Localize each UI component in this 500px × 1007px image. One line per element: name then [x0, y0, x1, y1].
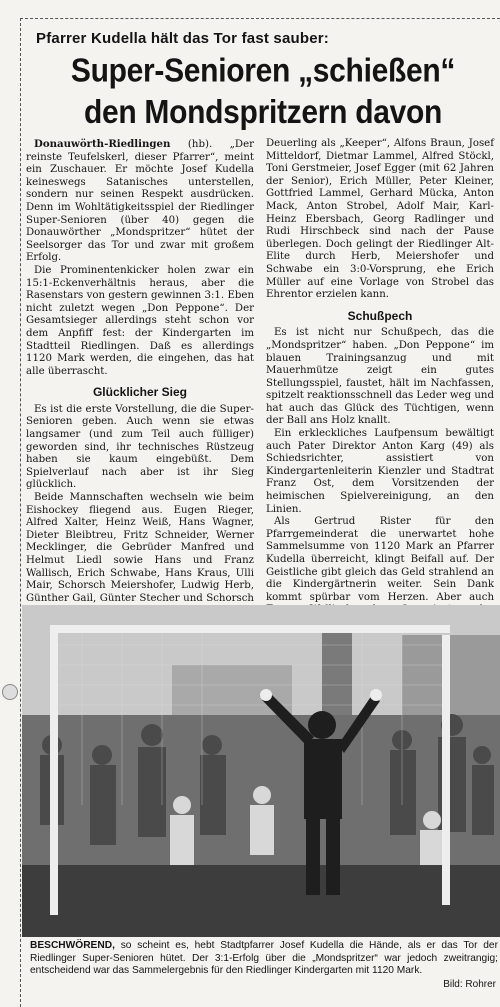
caption-lead: BESCHWÖREND, — [30, 940, 115, 951]
goalkeeper-photo-illustration — [22, 605, 500, 937]
newspaper-article — [26, 24, 500, 604]
paragraph: Deuerling als „Keeper“, Alfons Braun, Josef Mitteldorf, Dietmar Lammel, Alfred Stöckl, Toni Gerstmeier, Josef Egger (mit 62 Jahren der Senior), Erich Müller, Peter Kleiner, Gottfried Lammel, Gerhard Mücka, Anton Mack, Anton Strobel, Adolf Mair, Karl-Heinz Ebersbach, Georg Radlinger und Rudi Hirschbeck sind nach der Pause überlegen. Doch gelingt der Riedlinger Alt-Elite durch Herb, Meiershofer und Schwabe ein 3:0-Vorsprung, ehe Erich Müller auf eine Vorlage von Strobel das Ehrentor erzielen kann. — [266, 138, 494, 301]
paragraph: Donauwörth-Riedlingen (hb). „Der reinste Teufelskerl, dieser Pfarrer“, meint ein Zuschauer. Er möchte Josef Kudella keineswegs Satanisches unterstellen, sondern nur seinen Respekt ausdrücken. Denn im Wohltätigkeitsspiel der Riedlinger Super-Senioren (über 40) gegen die Donauwörther „Mondspritzer“ hütet der Seelsorger das Tor und zwar mit großem Erfolg. — [26, 138, 254, 264]
paragraph: Es ist die erste Vorstellung, die die Super-Senioren geben. Auch wenn sie etwas langsamer (und zum Teil auch fülliger) geworden sind, ihr technisches Rüstzeug haben sie kaum eingebüßt. Dem Spielverlauf nach aber ist ihr Sieg glücklich. — [26, 403, 254, 491]
match-photo — [22, 605, 500, 937]
article-kicker: Pfarrer Kudella hält das Tor fast sauber: — [36, 30, 330, 47]
article-headline — [26, 50, 500, 133]
right-column — [266, 138, 494, 630]
left-column — [26, 138, 254, 643]
photo-caption — [30, 940, 498, 978]
paragraph: Ein erkleckliches Laufpensum bewältigt auch Pater Direktor Anton Karg (49) als Schiedsrichter, assistiert von Kindergartenleiterin Kienzler und Stadtrat Franz Ost, dem Vorsitzenden der heimischen Spielvereinigung, an den Linien. — [266, 428, 494, 515]
paragraph: Die Prominentenkicker holen zwar ein 15:1-Eckenverhältnis heraus, aber die Rasenstars von gestern gewinnen 3:1. Eben nicht zuletzt wegen „Don Peppone“. Der Gesamtsieger allerdings steht schon vor dem Anpfiff fest: der Kindergarten im Stadtteil Riedlingen. Daß es allerdings 1120 Mark werden, die eingehen, das hat alle überrascht. — [26, 264, 254, 377]
paragraph: Als Gertrud Rister für den Pfarrgemeinderat die unerwartet hohe Sammelsumme von 1120 Mark an Pfarrer Kudella überreicht, klingt Beifall auf. Der Geistliche gibt gleich das Geld strahlend an die Kindergärtnerin weiter. Sein Dank kommt spürbar vom Herzen. Aber auch — [266, 516, 494, 603]
subheading-schusspech: Schußpech — [347, 308, 413, 323]
paragraph: Es ist nicht nur Schußpech, das die „Mondspritzer“ haben. „Don Peppone“ im blauen Trainingsanzug und mit Mauerhmütze zeigt ein gutes Stellungsspiel, faustet, hält im Nachfassen, spitzelt reaktionsschnell das Leder weg und hat auch das Glück des Tüchtigen, wenn der Ball ans Holz knallt. — [266, 327, 495, 427]
caption-text: so scheint es, hebt Stadtpfarrer Josef Kudella die Hände, als er das Tor der Riedlinger Super-Senioren hütet. Der 3:1-Erfolg über die „Mondspritzer“ war jedoch zweitrangig; entscheidend war das Sammelergebnis für den Riedlinger Kindergarten mit 1120 Mark. — [30, 940, 498, 977]
photo-credit: Bild: Rohrer — [443, 979, 496, 990]
subheading-glucklicher-sieg: Glücklicher Sieg — [92, 385, 188, 400]
headline-line-1: Super-Senioren „schießen“ — [70, 52, 456, 90]
pin-hole-icon — [2, 684, 18, 700]
dateline: Donauwörth-Riedlingen — [34, 138, 171, 150]
headline-line-2: den Mondspritzern davon — [83, 93, 443, 131]
paragraph: Beide Mannschaften wechseln wie beim Eishockey fliegend aus. Eugen Rieger, Alfred Xalter, Heinz Weiß, Hans Wagner, Dieter Bleibtreu, Fritz Schneider, Werner Mecklinger, die Gebrüder Manfred und Helmut Liedl sowie Hans und Franz Wallisch, Erich Schwabe, Hans Kraus, Ulli Mair, Schorsch Meiershofer, Ludwig Herb, Günther Gail, Günter Stecher und Schorsch — [26, 492, 254, 604]
